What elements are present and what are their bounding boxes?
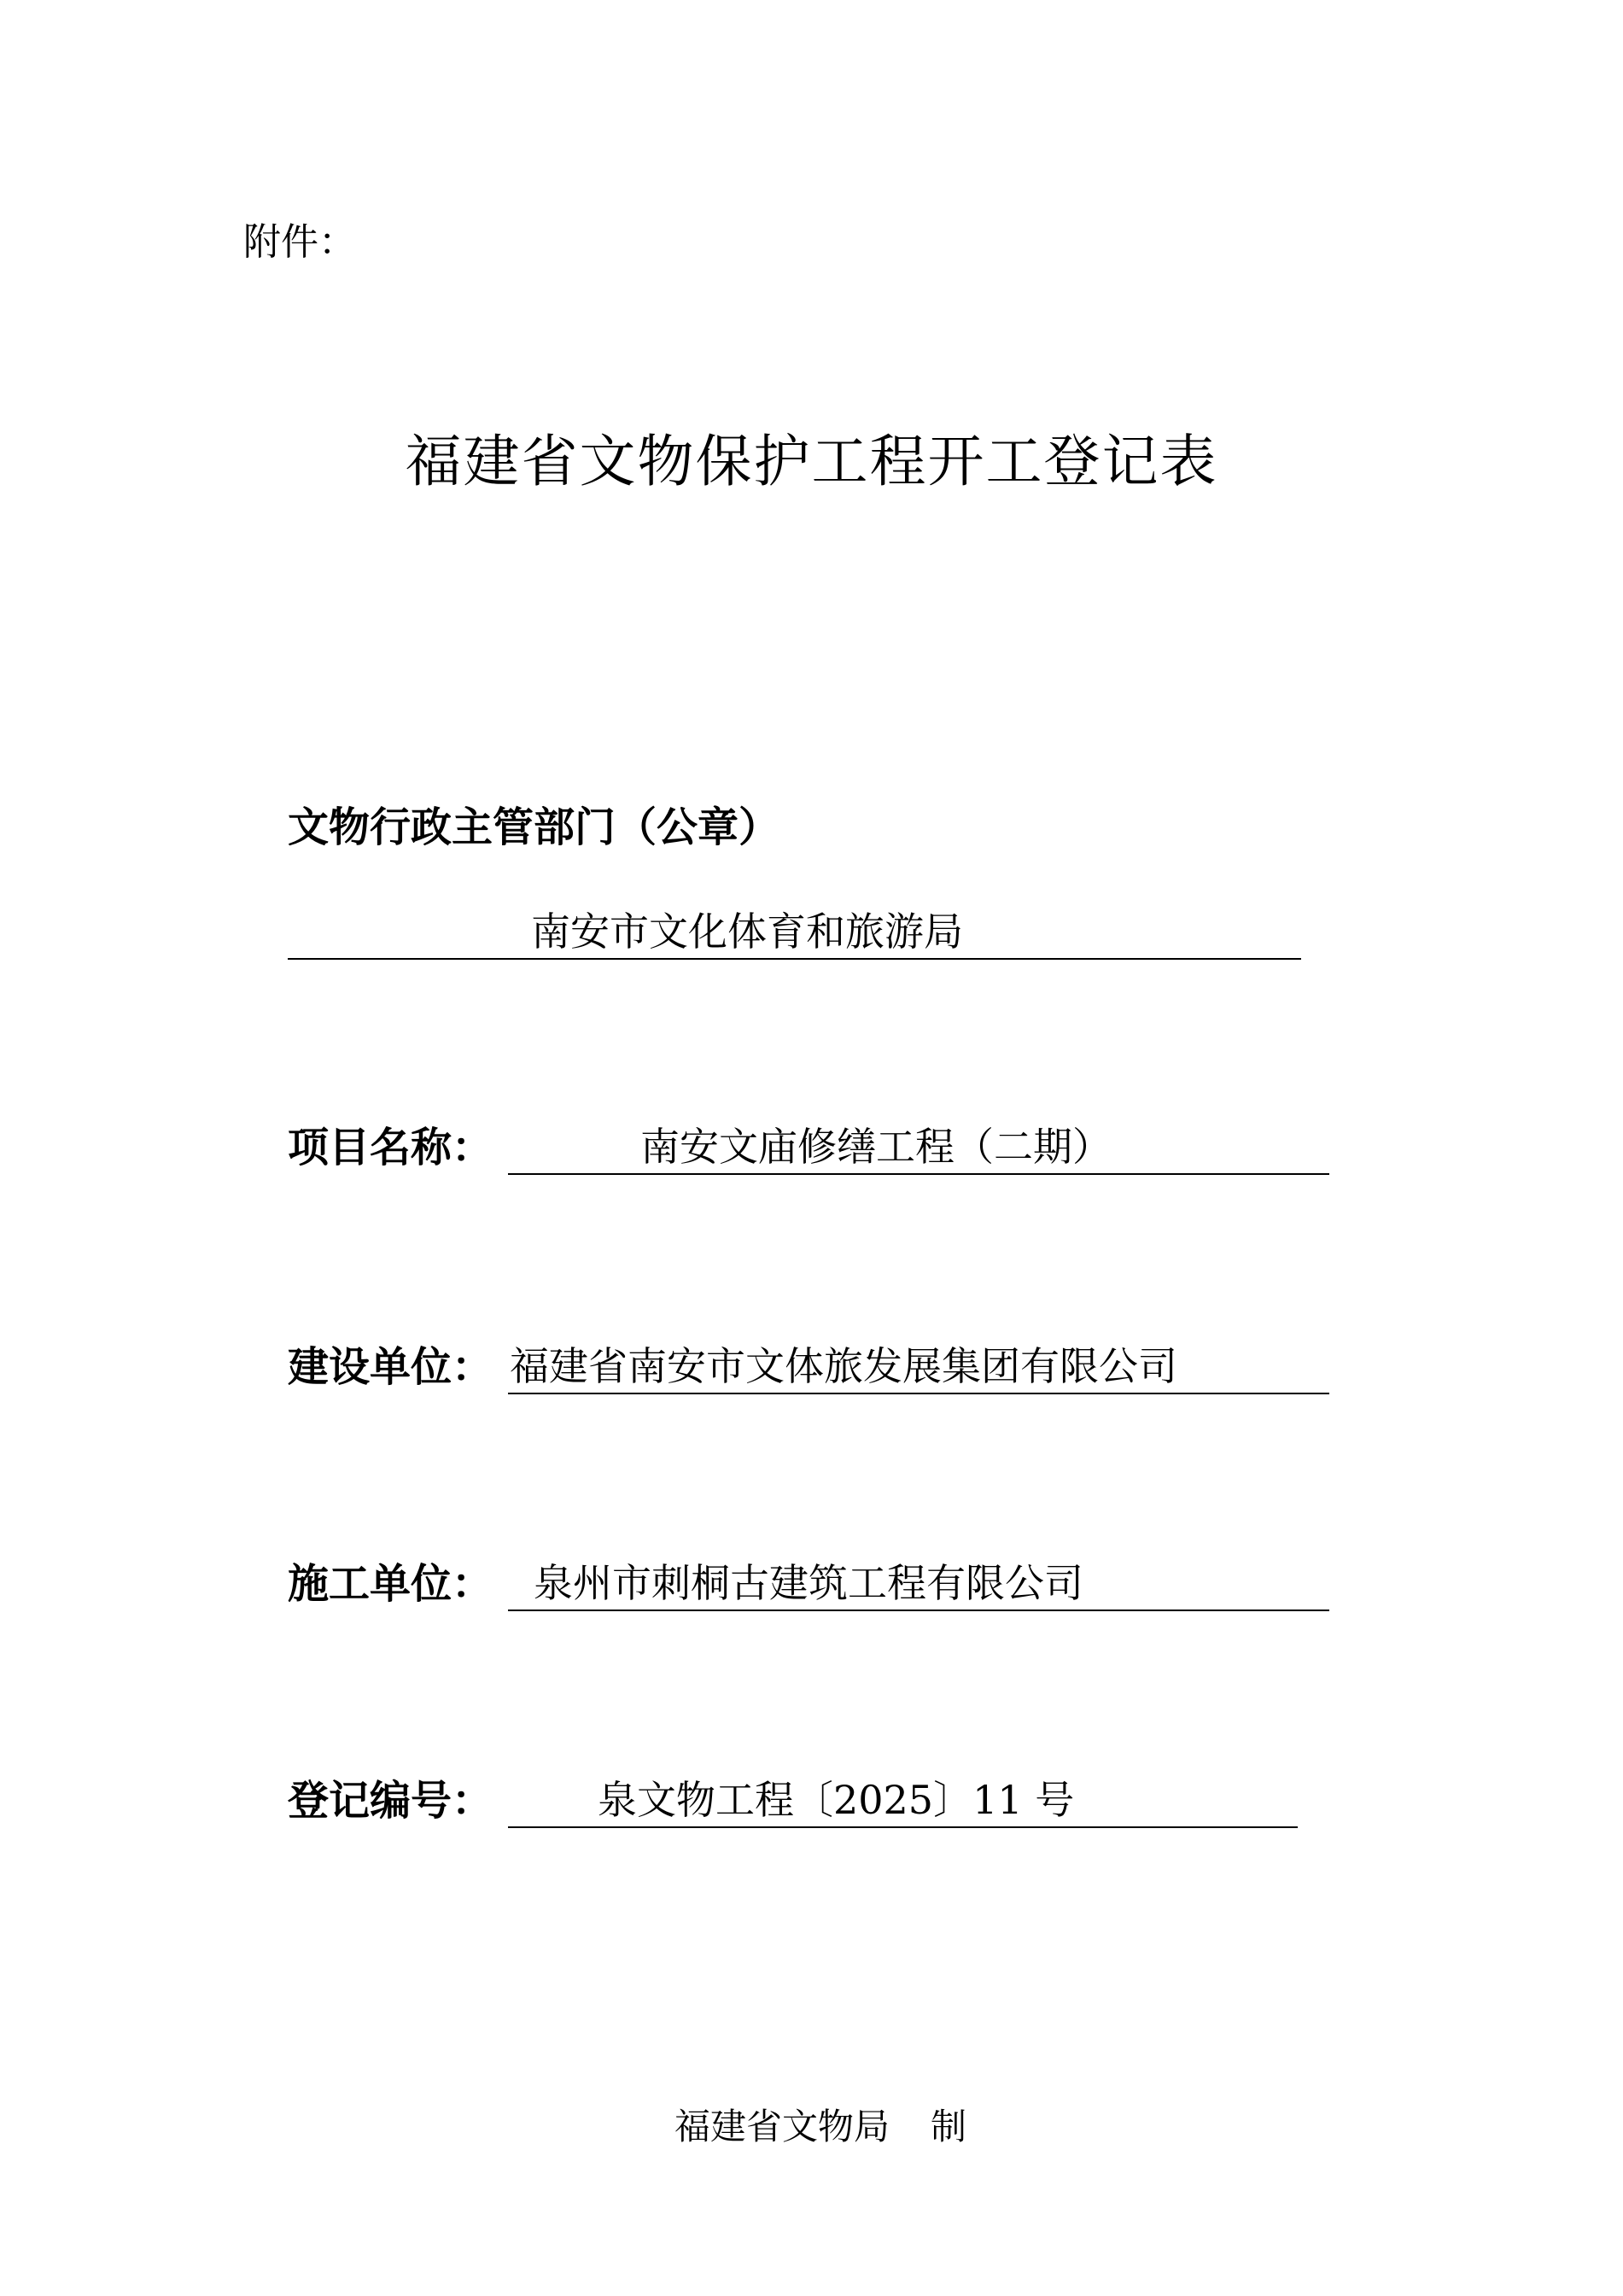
- department-field: [288, 908, 1301, 960]
- builder-field: [508, 1343, 1329, 1394]
- builder-row: [288, 1343, 1329, 1398]
- department-value: 南安市文化体育和旅游局: [531, 908, 963, 955]
- contractor-value: 泉州市刺桐古建筑工程有限公司: [534, 1560, 1083, 1606]
- project-name-field: [508, 1124, 1329, 1175]
- contractor-label: 施工单位：: [288, 1560, 493, 1608]
- project-name-label: 项目名称：: [288, 1124, 493, 1171]
- form-title: 福建省文物保护工程开工登记表: [405, 429, 1218, 494]
- registration-number-value: 泉文物工程〔2025〕11 号: [598, 1777, 1075, 1823]
- builder-label: 建设单位：: [288, 1343, 493, 1391]
- builder-value: 福建省南安市文体旅发展集团有限公司: [510, 1343, 1177, 1389]
- issuer-suffix: 制: [931, 2106, 967, 2147]
- attachment-label: 附件：: [243, 220, 356, 264]
- registration-number-field: [508, 1777, 1298, 1828]
- registration-number-label: 登记编号：: [288, 1777, 493, 1825]
- department-label: 文物行政主管部门（公章）: [288, 803, 780, 851]
- project-name-value: 南安文庙修缮工程（二期）: [640, 1124, 1112, 1170]
- registration-number-row: [288, 1777, 1329, 1832]
- contractor-field: [508, 1560, 1329, 1611]
- issuer-footer: [674, 2106, 967, 2147]
- project-name-row: [288, 1124, 1329, 1178]
- issuer-name: 福建省文物局: [674, 2106, 890, 2147]
- contractor-row: [288, 1560, 1329, 1615]
